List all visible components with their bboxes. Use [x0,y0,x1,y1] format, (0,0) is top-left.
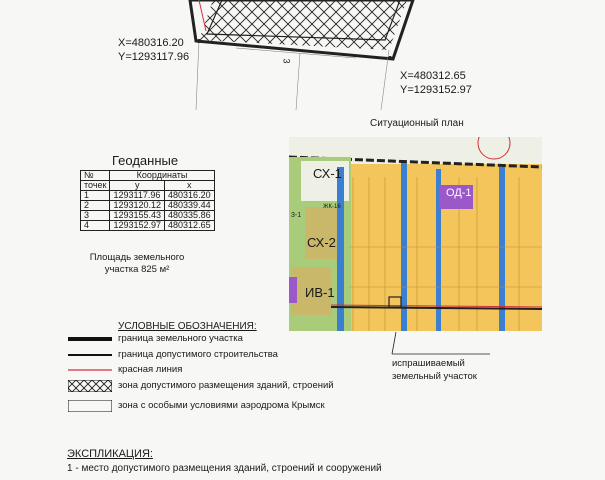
point1-x: X=480316.20 [118,37,184,49]
geodata-table [80,170,215,231]
col-x: х [165,181,215,191]
zone-31: 3-1 [291,212,302,219]
point4-x: X=480312.65 [400,70,466,82]
table-row: 1 1293117.96 480316.20 [81,191,215,201]
col-num2: точек [81,181,110,191]
col-num: № [81,171,110,181]
plot-boundary-symbol [68,333,112,345]
side-label: 3 [281,58,292,64]
red-line [199,0,206,31]
tested-parcel-label: испрашиваемый земельный участок [392,358,477,382]
red-line-symbol [68,364,112,376]
zone-od1: ОД-1 [446,187,472,199]
point1-y: Y=1293117.96 [118,51,190,63]
explication-title: ЭКСПЛИКАЦИЯ: [67,448,153,460]
zone-jk16: ЖК-16 [323,204,341,210]
explication-item: 1 - место допустимого размещения зданий, строений и сооружений [67,463,382,474]
table-row: 2 1293120.12 480339.44 [81,201,215,211]
airfield-zone-symbol [68,400,112,412]
zone-sx1: СХ-1 [313,166,342,181]
buildable-zone-hatch [199,0,407,50]
hatch-zone-symbol [68,380,112,392]
tested-parcel-leader [380,300,500,360]
geodata-title: Геоданные [112,153,179,168]
zone-iv1: ИВ-1 [305,285,335,300]
plot-area: Площадь земельного участка 825 м² [89,252,185,275]
land-plot-drawing [0,0,605,110]
col-y: у [110,181,165,191]
table-row: 4 1293152.97 480312.65 [81,221,215,231]
table-row: 3 1293155.43 480335.86 [81,211,215,221]
zone-sx2: СХ-2 [307,235,336,250]
legend-title: УСЛОВНЫЕ ОБОЗНАЧЕНИЯ: [118,321,257,332]
situation-plan-title: Ситуационный план [370,118,464,129]
point4-y: Y=1293152.97 [400,84,472,96]
col-coords: Координаты [110,171,214,181]
build-boundary-symbol [68,349,112,361]
